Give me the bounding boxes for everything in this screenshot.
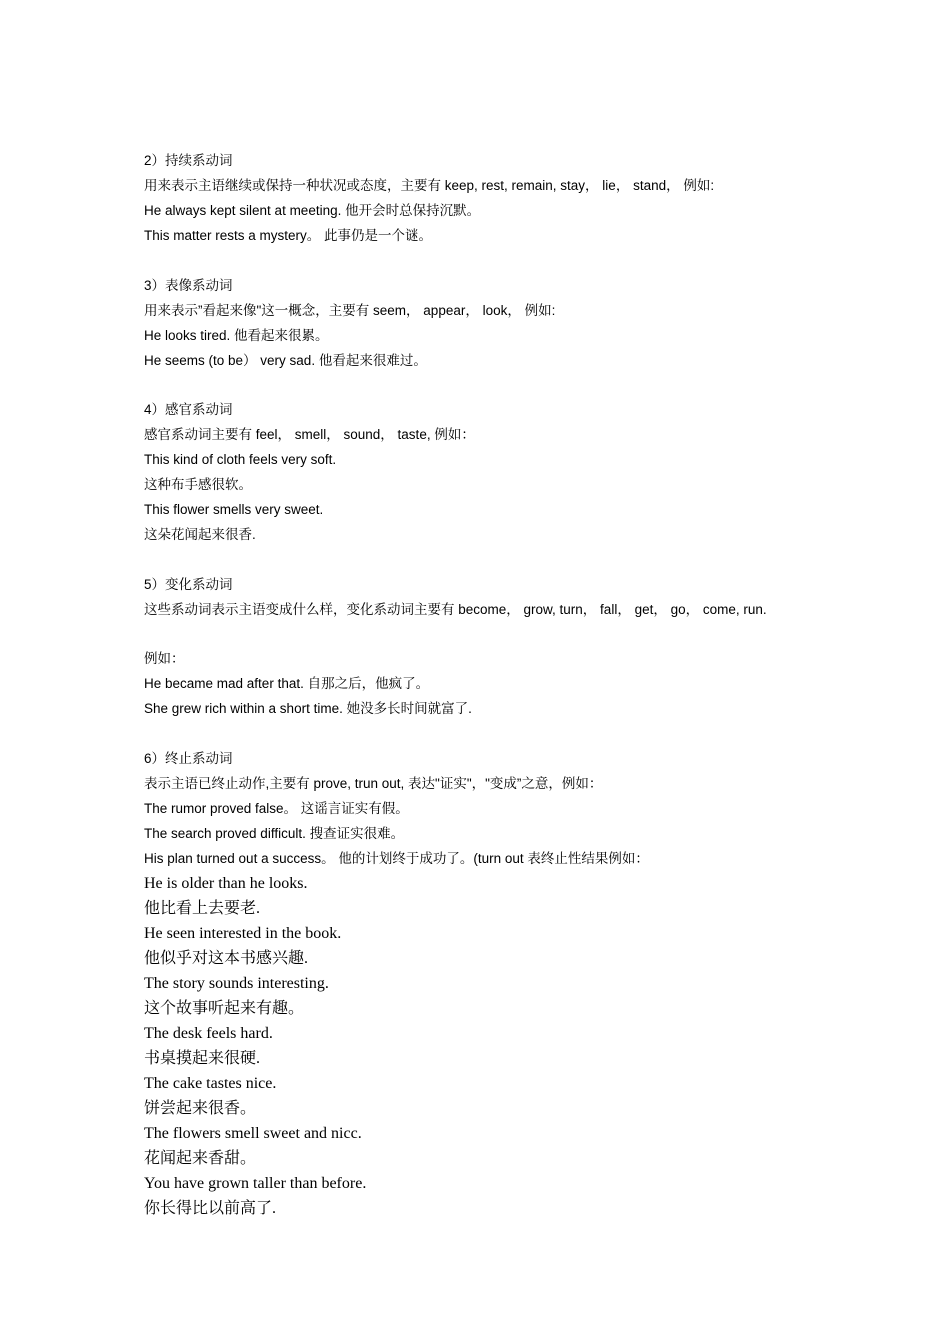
paragraph-gap	[144, 622, 844, 647]
paragraph-gap	[144, 248, 844, 273]
text-line: The rumor proved false。 这谣言证实有假。	[144, 800, 409, 816]
text-line: This kind of cloth feels very soft.	[144, 452, 337, 467]
paragraph-gap	[144, 547, 844, 572]
example-line: You have grown taller than before.	[144, 1174, 367, 1192]
text-line: This matter rests a mystery。 此事仍是一个谜。	[144, 228, 433, 243]
paragraph-gap	[144, 373, 844, 398]
text-line: This flower smells very sweet.	[144, 502, 324, 517]
example-line: 这个故事听起来有趣。	[144, 999, 305, 1017]
text-line: 表示主语已终止动作,主要有 prove, trun out, 表达"证实"，"变成”之意，例如：	[144, 775, 603, 791]
text-line: 这朵花闻起来很香.	[144, 527, 256, 542]
text-line: His plan turned out a success。 他的计划终于成功了。(turn out 表终止性结果例如：	[144, 850, 649, 866]
example-line: 他比看上去要老.	[144, 899, 261, 917]
text-line: He seems (to be） very sad. 他看起来很难过。	[144, 352, 427, 368]
example-line: The flowers smell sweet and nicc.	[144, 1124, 362, 1142]
section-heading: 4）感官系动词	[144, 402, 233, 417]
example-line: He is older than he looks.	[144, 874, 308, 892]
section-heading: 3）表像系动词	[144, 277, 233, 293]
example-line: The story sounds interesting.	[144, 974, 329, 992]
section-heading: 例如：	[144, 651, 185, 666]
example-line: 他似乎对这本书感兴趣.	[144, 949, 309, 967]
text-line: The search proved difficult. 搜查证实很难。	[144, 825, 405, 841]
example-line: 饼尝起来很香。	[144, 1099, 257, 1117]
document-page	[144, 148, 844, 1221]
example-line: The desk feels hard.	[144, 1024, 273, 1042]
section-heading: 2）持续系动词	[144, 153, 233, 168]
text-line: 这种布手感很软。	[144, 477, 252, 492]
text-line: 用来表示主语继续或保持一种状况或态度，主要有 keep, rest, remain, stay， lie， stand， 例如:	[144, 178, 715, 193]
text-line: He became mad after that. 自那之后，他疯了。	[144, 676, 430, 691]
text-line: 这些系动词表示主语变成什么样，变化系动词主要有 become， grow, turn， fall， get， go， come, run.	[144, 601, 767, 617]
text-line: He looks tired. 他看起来很累。	[144, 327, 329, 343]
example-line: 花闻起来香甜。	[144, 1149, 257, 1167]
example-line: The cake tastes nice.	[144, 1074, 277, 1092]
example-line: 你长得比以前高了.	[144, 1199, 277, 1217]
text-line: 用来表示”看起来像"这一概念，主要有 seem， appear， look， 例如:	[144, 302, 556, 318]
text-line: He always kept silent at meeting. 他开会时总保持沉默。	[144, 203, 481, 218]
section-heading: 5）变化系动词	[144, 576, 233, 592]
section-heading: 6）终止系动词	[144, 750, 233, 766]
text-line: 感官系动词主要有 feel， smell， sound， taste, 例如：	[144, 427, 475, 442]
paragraph-gap	[144, 721, 844, 746]
text-line: She grew rich within a short time. 她没多长时间就富了.	[144, 701, 472, 716]
example-line: 书桌摸起来很硬.	[144, 1049, 261, 1067]
example-line: He seen interested in the book.	[144, 924, 342, 942]
